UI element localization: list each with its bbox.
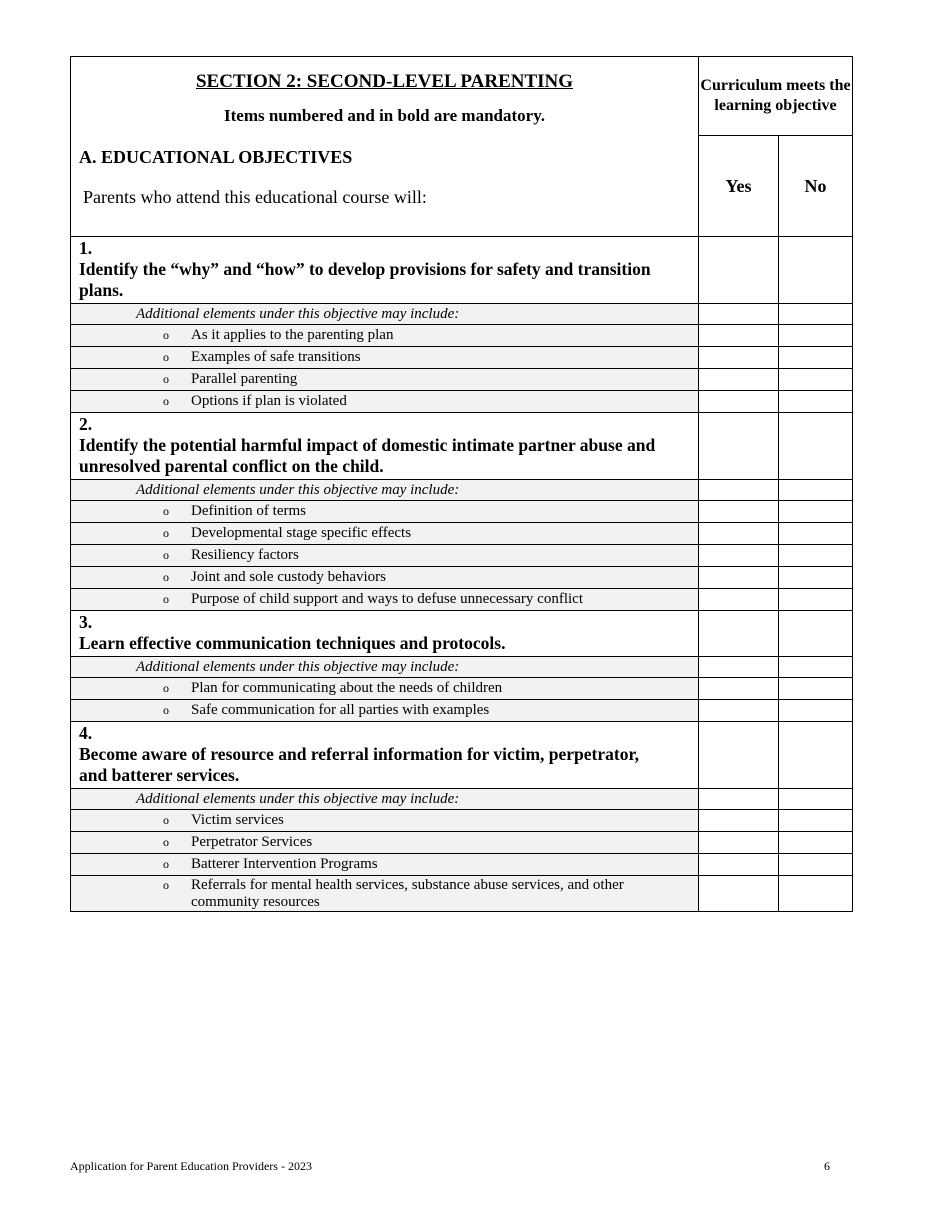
- no-column-header: No: [779, 136, 853, 237]
- element-no-checkbox[interactable]: [779, 832, 853, 854]
- element-row: [71, 391, 853, 413]
- additional-yes-cell[interactable]: [699, 657, 779, 678]
- additional-yes-cell[interactable]: [699, 480, 779, 501]
- page-number: 6: [824, 1159, 830, 1173]
- element-yes-checkbox[interactable]: [699, 589, 779, 611]
- element-no-checkbox[interactable]: [779, 501, 853, 523]
- additional-yes-cell[interactable]: [699, 304, 779, 325]
- element-cell: [71, 347, 699, 369]
- objective-text-cell: [71, 413, 699, 480]
- additional-no-cell[interactable]: [779, 480, 853, 501]
- element-row: [71, 369, 853, 391]
- element-no-checkbox[interactable]: [779, 347, 853, 369]
- element-cell: [71, 545, 699, 567]
- element-no-checkbox[interactable]: [779, 369, 853, 391]
- footer-title: Application for Parent Education Providers - 2023: [70, 1159, 312, 1173]
- element-yes-checkbox[interactable]: [699, 501, 779, 523]
- element-no-checkbox[interactable]: [779, 678, 853, 700]
- element-no-checkbox[interactable]: [779, 523, 853, 545]
- objective-yes-checkbox[interactable]: [699, 611, 779, 657]
- element-no-checkbox[interactable]: [779, 545, 853, 567]
- bullet-icon: o: [163, 835, 169, 849]
- element-yes-checkbox[interactable]: [699, 347, 779, 369]
- element-text: Definition of terms: [191, 503, 306, 519]
- element-no-checkbox[interactable]: [779, 567, 853, 589]
- element-yes-checkbox[interactable]: [699, 523, 779, 545]
- element-yes-checkbox[interactable]: [699, 545, 779, 567]
- objective-row: [71, 237, 853, 304]
- element-cell: [71, 810, 699, 832]
- objective-yes-checkbox[interactable]: [699, 237, 779, 304]
- element-text: Examples of safe transitions: [191, 349, 361, 365]
- objective-yes-checkbox[interactable]: [699, 722, 779, 789]
- bullet-icon: o: [163, 526, 169, 540]
- bullet-icon: o: [163, 703, 169, 717]
- objective-no-checkbox[interactable]: [779, 237, 853, 304]
- objective-text: Become aware of resource and referral information for victim, perpetrator, and batterer services.: [79, 744, 639, 785]
- element-text: Joint and sole custody behaviors: [191, 569, 386, 585]
- element-row: [71, 545, 853, 567]
- element-cell: [71, 523, 699, 545]
- curriculum-header: Curriculum meets the learning objective: [699, 57, 853, 136]
- element-text: Options if plan is violated: [191, 393, 347, 409]
- bullet-icon: o: [163, 350, 169, 364]
- element-row: [71, 589, 853, 611]
- element-yes-checkbox[interactable]: [699, 325, 779, 347]
- element-cell: [71, 589, 699, 611]
- additional-elements-row: [71, 480, 853, 501]
- objective-number: 4.: [79, 723, 93, 743]
- bullet-icon: o: [163, 592, 169, 606]
- objective-no-checkbox[interactable]: [779, 611, 853, 657]
- objective-text-cell: [71, 722, 699, 789]
- element-text: Safe communication for all parties with examples: [191, 702, 490, 718]
- mandatory-note: Items numbered and in bold are mandatory.: [224, 106, 545, 125]
- objective-row: [71, 722, 853, 789]
- educational-objectives-heading: A. EDUCATIONAL OBJECTIVES: [79, 147, 353, 167]
- element-text: Perpetrator Services: [191, 834, 313, 850]
- section-title: SECTION 2: SECOND-LEVEL PARENTING: [195, 71, 574, 92]
- additional-elements-label: Additional elements under this objective may include:: [71, 304, 699, 325]
- element-yes-checkbox[interactable]: [699, 832, 779, 854]
- bullet-icon: o: [163, 548, 169, 562]
- element-row: [71, 700, 853, 722]
- objective-text-cell: [71, 237, 699, 304]
- element-cell: [71, 700, 699, 722]
- bullet-icon: o: [163, 504, 169, 518]
- element-text: Batterer Intervention Programs: [191, 856, 378, 872]
- element-row: [71, 347, 853, 369]
- bullet-icon: o: [163, 813, 169, 827]
- bullet-icon: o: [163, 681, 169, 695]
- element-yes-checkbox[interactable]: [699, 876, 779, 912]
- additional-no-cell[interactable]: [779, 304, 853, 325]
- bullet-icon: o: [163, 570, 169, 584]
- element-yes-checkbox[interactable]: [699, 810, 779, 832]
- objective-number: 1.: [79, 238, 93, 258]
- bullet-icon: o: [163, 878, 169, 892]
- element-cell: [71, 876, 699, 912]
- element-text: Referrals for mental health services, substance abuse services, and other community resources: [191, 877, 624, 910]
- element-no-checkbox[interactable]: [779, 325, 853, 347]
- element-text: Plan for communicating about the needs of children: [191, 680, 503, 696]
- element-text: Developmental stage specific effects: [191, 525, 412, 541]
- element-row: [71, 876, 853, 912]
- objective-row: [71, 413, 853, 480]
- element-row: [71, 678, 853, 700]
- element-text: Resiliency factors: [191, 547, 299, 563]
- objective-number: 3.: [79, 612, 93, 632]
- element-cell: [71, 854, 699, 876]
- element-yes-checkbox[interactable]: [699, 391, 779, 413]
- element-cell: [71, 567, 699, 589]
- objective-row: [71, 611, 853, 657]
- element-row: [71, 854, 853, 876]
- element-cell: [71, 325, 699, 347]
- yes-column-header: Yes: [699, 136, 779, 237]
- element-yes-checkbox[interactable]: [699, 700, 779, 722]
- objective-no-checkbox[interactable]: [779, 722, 853, 789]
- element-row: [71, 832, 853, 854]
- bullet-icon: o: [163, 857, 169, 871]
- objectives-table: [70, 56, 853, 912]
- element-row: [71, 501, 853, 523]
- additional-no-cell[interactable]: [779, 657, 853, 678]
- objective-text: Identify the “why” and “how” to develop provisions for safety and transition plans.: [79, 259, 651, 300]
- element-text: Parallel parenting: [191, 371, 298, 387]
- element-no-checkbox[interactable]: [779, 876, 853, 912]
- element-row: [71, 567, 853, 589]
- element-text: Victim services: [191, 812, 284, 828]
- element-cell: [71, 369, 699, 391]
- additional-no-cell[interactable]: [779, 789, 853, 810]
- element-cell: [71, 678, 699, 700]
- element-row: [71, 523, 853, 545]
- bullet-icon: o: [163, 328, 169, 342]
- element-cell: [71, 832, 699, 854]
- element-text: Purpose of child support and ways to defuse unnecessary conflict: [191, 591, 583, 607]
- element-row: [71, 810, 853, 832]
- additional-elements-row: [71, 657, 853, 678]
- objective-text: Learn effective communication techniques and protocols.: [79, 633, 506, 653]
- objective-no-checkbox[interactable]: [779, 413, 853, 480]
- additional-elements-label: Additional elements under this objective may include:: [71, 480, 699, 501]
- objective-text-cell: [71, 611, 699, 657]
- element-no-checkbox[interactable]: [779, 854, 853, 876]
- objective-yes-checkbox[interactable]: [699, 413, 779, 480]
- additional-elements-row: [71, 304, 853, 325]
- intro-text: Parents who attend this educational course will:: [83, 187, 427, 207]
- element-text: As it applies to the parenting plan: [191, 327, 394, 343]
- element-no-checkbox[interactable]: [779, 700, 853, 722]
- additional-elements-row: [71, 789, 853, 810]
- bullet-icon: o: [163, 372, 169, 386]
- element-no-checkbox[interactable]: [779, 391, 853, 413]
- objective-number: 2.: [79, 414, 93, 434]
- additional-elements-label: Additional elements under this objective may include:: [71, 789, 699, 810]
- element-cell: [71, 501, 699, 523]
- bullet-icon: o: [163, 394, 169, 408]
- objective-text: Identify the potential harmful impact of domestic intimate partner abuse and unresolved parental conflict on the child.: [79, 435, 656, 476]
- additional-yes-cell[interactable]: [699, 789, 779, 810]
- additional-elements-label: Additional elements under this objective may include:: [71, 657, 699, 678]
- element-yes-checkbox[interactable]: [699, 567, 779, 589]
- element-yes-checkbox[interactable]: [699, 678, 779, 700]
- section-header-cell: [71, 57, 699, 237]
- element-cell: [71, 391, 699, 413]
- element-no-checkbox[interactable]: [779, 589, 853, 611]
- element-row: [71, 325, 853, 347]
- element-yes-checkbox[interactable]: [699, 369, 779, 391]
- element-yes-checkbox[interactable]: [699, 854, 779, 876]
- element-no-checkbox[interactable]: [779, 810, 853, 832]
